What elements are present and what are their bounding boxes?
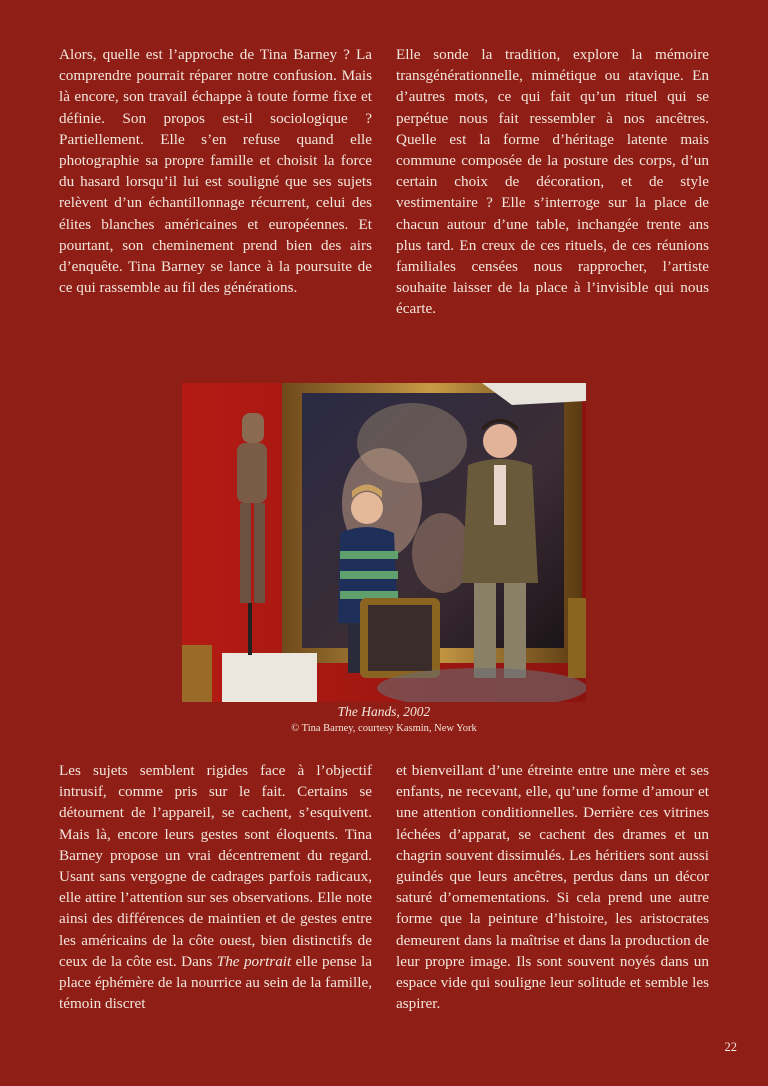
artwork-photograph — [182, 383, 586, 702]
paragraph-part: elle pense la place éphémère de la nourrice au sein de la famille, témoin discret — [59, 952, 373, 1013]
artwork-title-italic: The portrait — [216, 952, 292, 970]
paragraph: Alors, quelle est l’approche de Tina Barney ? La comprendre pourrait réparer notre confusion. Mais là encore, son travail échappe à toute forme fixe et définie. Son propos est-il sociologique ? Partiellement. Elle s’en refuse quand elle photographie sa propre famille et choisit la force du hasard lorsqu’il lui est souligné que ses sujets relèvent d’un échantillonnage récurrent, celui des élites blanches américaines et européennes. Et pourtant, son cheminement prend bien des airs d’enquête. Tina Barney se lance à la poursuite de ce qui rassemble au fil des générations. — [59, 46, 372, 297]
paragraph: Elle sonde la tradition, explore la mémoire transgénérationnelle, mimétique ou atavique. En d’autres mots, ce qui fait qu’un rituel qui se perpétue nous fait ressembler à nos ancêtres. Quelle est la forme d’héritage latente mais commune composée de la posture des corps, d’un certain choix de décoration, et de style vestimentaire ? Elle s’interroge sur la place de chacun autour d’une table, inchangée trente ans plus tard. En creux de ces rituels, de ces réunions familiales censées nous rapprocher, l’artiste souhaite laisser de la place à l’invisible qui nous écarte. — [396, 46, 709, 318]
paragraph: et bienveillant d’une étreinte entre une mère et ses enfants, ne recevant, elle, qu’une forme d’amour et une attention conditionnelles. Derrière ces vitrines léchées d’apparat, se cachent des drames et un chagrin souvent dissimulés. Les héritiers sont aussi guindés que leurs ancêtres, perdus dans un décor saturé d’ornementations. Si cela prend une autre forme que la peinture d’histoire, les aristocrates demeurent dans la maîtrise et dans la production de leur propre image. Ils sont souvent noyés dans un espace vide qui souligne leur solitude et semble les aspirer. — [396, 762, 709, 1013]
page-number: 22 — [724, 1040, 737, 1054]
article-column-bottom-left — [59, 760, 372, 1014]
paragraph-part: Les sujets semblent rigides face à l’objectif intrusif, comme pris sur le fait. Certains se détournent de l’appareil, se cachent, s’esquivent. Mais là, encore leurs gestes sont éloquents. Tina Barney propose un vrai décentrement du regard. Usant sans vergogne de cadrages parfois radicaux, elle attire l’attention sur ses observations. Elle note ainsi des différences de maintien et de gestes entre les américains de la côte ouest, bien distinctifs de ceux de la côte est. Dans — [59, 762, 372, 970]
article-column-top-left — [59, 44, 372, 298]
figure-caption-title: The Hands, 2002 — [337, 704, 431, 719]
article-column-top-right — [396, 44, 709, 320]
figure-caption-credit: © Tina Barney, courtesy Kasmin, New York — [291, 723, 477, 734]
article-column-bottom-right — [396, 760, 709, 1014]
